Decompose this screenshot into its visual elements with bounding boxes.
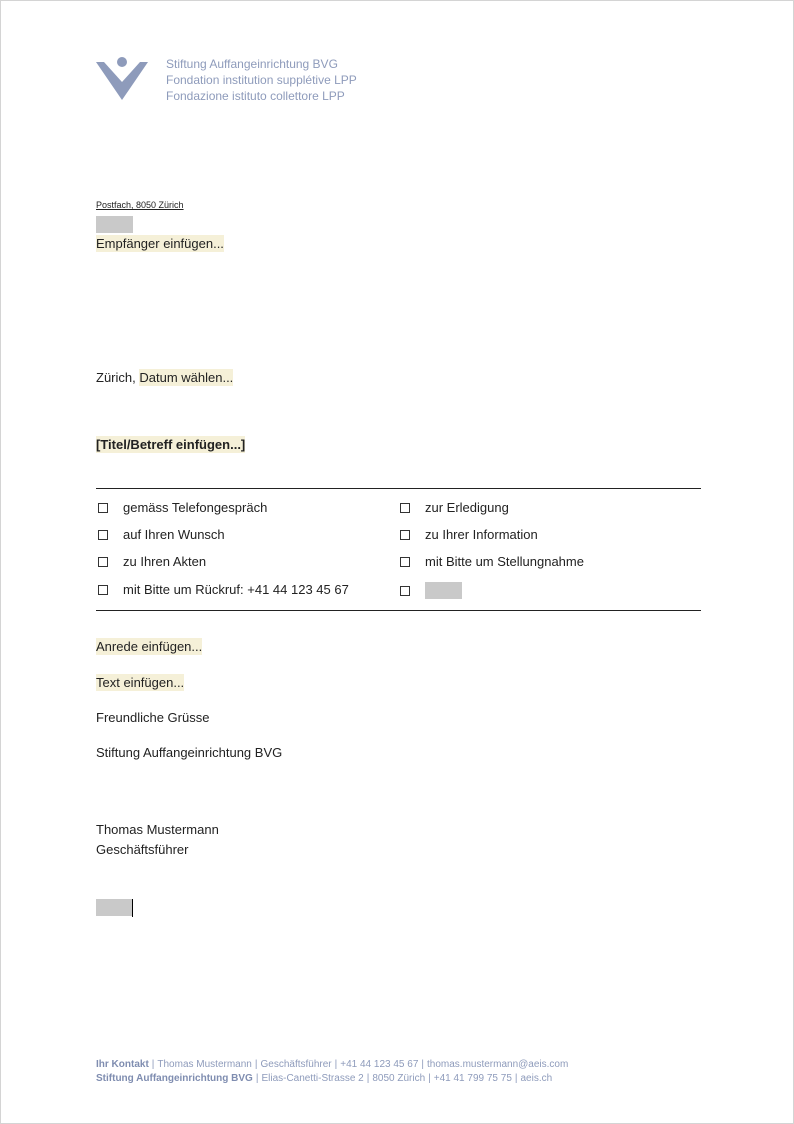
footer-org-web[interactable]: aeis.ch	[520, 1073, 553, 1084]
checkbox-wunsch[interactable]	[98, 530, 108, 540]
foundation-logo-icon	[96, 56, 148, 100]
footer-contact-email[interactable]: thomas.mustermann@aeis.com	[427, 1059, 569, 1070]
text-cursor	[132, 899, 133, 917]
org-name-it: Fondazione istituto collettore LPP	[166, 89, 345, 103]
checkbox-rueckruf[interactable]	[98, 585, 108, 595]
footer-contact-phone: +41 44 123 45 67	[340, 1059, 419, 1070]
footer-contact-name: Thomas Mustermann	[157, 1059, 252, 1070]
footer-org-address: Elias-Canetti-Strasse 2	[261, 1073, 364, 1084]
date-picker-field[interactable]: Datum wählen...	[139, 370, 234, 385]
checkbox-row	[400, 500, 509, 515]
checkbox-row	[400, 554, 584, 569]
footer-org-name: Stiftung Auffangeinrichtung BVG	[96, 1073, 253, 1084]
checkbox-label: zu Ihren Akten	[123, 554, 207, 569]
checkbox-label: zur Erledigung	[425, 500, 509, 515]
checkbox-telefongespraech[interactable]	[98, 503, 108, 513]
closing-greeting: Freundliche Grüsse	[96, 710, 210, 725]
org-name-fr: Fondation institution supplétive LPP	[166, 73, 357, 87]
checkbox-akten[interactable]	[98, 557, 108, 567]
date-city: Zürich,	[96, 370, 136, 385]
checkbox-row	[98, 500, 267, 515]
checkbox-label: zu Ihrer Information	[425, 527, 538, 542]
subject-field[interactable]: [Titel/Betreff einfügen...]	[96, 437, 246, 452]
footer-org-phone: +41 41 799 75 75	[433, 1073, 512, 1084]
divider-top	[96, 488, 701, 489]
checkbox-label: gemäss Telefongespräch	[123, 500, 268, 515]
footer-contact-label: Ihr Kontakt	[96, 1059, 149, 1070]
sender-address-line: Postfach, 8050 Zürich	[96, 200, 184, 210]
checkbox-erledigung[interactable]	[400, 503, 410, 513]
checkbox-custom-field[interactable]	[425, 582, 462, 599]
signatory-role: Geschäftsführer	[96, 842, 189, 857]
checkbox-row	[98, 527, 225, 542]
footer-contact-role: Geschäftsführer	[260, 1059, 332, 1070]
checkbox-stellungnahme[interactable]	[400, 557, 410, 567]
org-name-de: Stiftung Auffangeinrichtung BVG	[166, 57, 338, 71]
divider-bottom	[96, 610, 701, 611]
footer-org-line: Stiftung Auffangeinrichtung BVG | Elias-Canetti-Strasse 2 | 8050 Zürich | +41 41 799 75 75 | aeis.ch	[96, 1073, 553, 1084]
date-line	[96, 369, 233, 387]
body-text-field[interactable]: Text einfügen...	[96, 675, 185, 690]
checkbox-label: mit Bitte um Rückruf: +41 44 123 45 67	[123, 582, 349, 597]
checkbox-information[interactable]	[400, 530, 410, 540]
checkbox-custom[interactable]	[400, 586, 410, 596]
checkbox-label: auf Ihren Wunsch	[123, 527, 225, 542]
footer-contact-line: Ihr Kontakt | Thomas Mustermann | Geschäftsführer | +41 44 123 45 67 | thomas.mustermann@aeis.com	[96, 1059, 569, 1070]
attachment-field[interactable]	[96, 899, 132, 916]
signatory-name: Thomas Mustermann	[96, 822, 219, 837]
checkbox-row	[400, 527, 538, 542]
checkbox-row	[400, 582, 462, 599]
organization-names	[166, 56, 357, 104]
checkbox-row	[98, 554, 206, 569]
recipient-extra-field[interactable]	[96, 216, 133, 233]
checkbox-row	[98, 582, 349, 597]
salutation-field[interactable]: Anrede einfügen...	[96, 639, 203, 654]
closing-organization: Stiftung Auffangeinrichtung BVG	[96, 745, 283, 760]
recipient-field[interactable]: Empfänger einfügen...	[96, 236, 224, 251]
checkbox-label: mit Bitte um Stellungnahme	[425, 554, 584, 569]
footer-org-city: 8050 Zürich	[372, 1073, 426, 1084]
